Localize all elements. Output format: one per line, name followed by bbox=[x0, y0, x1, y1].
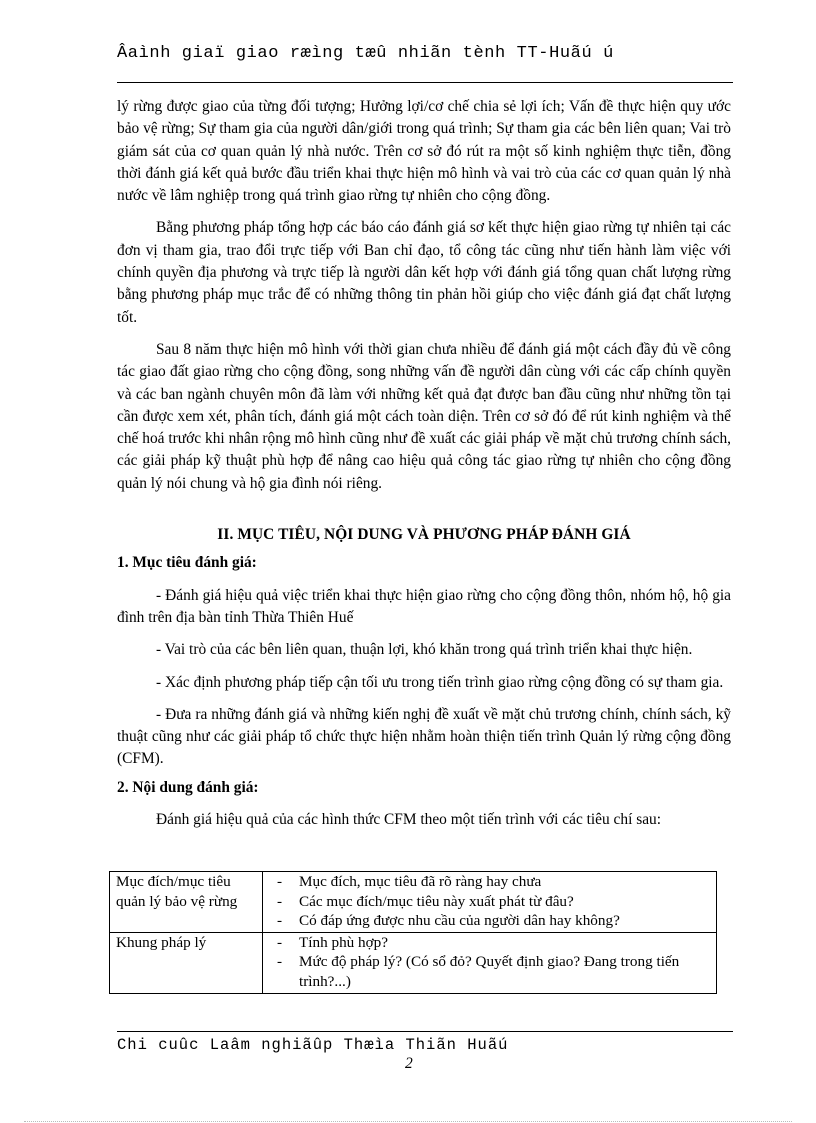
footer-rule bbox=[117, 1031, 733, 1032]
objective-item: - Đánh giá hiệu quả việc triển khai thực hiện giao rừng cho cộng đồng thôn, nhóm hộ, hộ gia đình trên địa bàn tỉnh Thừa Thiên Huế bbox=[117, 586, 731, 626]
criteria-table bbox=[109, 871, 717, 994]
paragraph-intro-continued: lý rừng được giao của từng đối tượng; Hưởng lợi/cơ chế chia sẻ lợi ích; Vấn đề thực hiện quy ước bảo vệ rừng; Sự tham gia của người dân/giới trong quá trình; Sự tham gia các bên liên quan; Vai trò giám sát của cơ quan quản lý nhà nước. Trên cơ sở đó rút ra một số kinh nghiệm thực tiễn, đồng thời đánh giá kết quả bước đầu triển khai thực hiện mô hình và vai trò của các cơ quan quản lý nhà nước về lâm nghiệp trong quá trình giao rừng tự nhiên cho cộng đồng. bbox=[117, 98, 731, 205]
paragraph-after-8-years: Sau 8 năm thực hiện mô hình với thời gian chưa nhiều để đánh giá một cách đầy đủ về công tác giao đất giao rừng cho cộng đồng, song những vấn đề người dân cùng với các cấp chính quyền và các ban ngành chuyên môn đã làm với những kết quả đạt được ban đầu cũng như những tồn tại cần được xem xét, phân tích, đánh giá một cách toàn diện. Trên cơ sở đó để rút kinh nghiệm và thể chế hoá trước khi nhân rộng mô hình cũng như đề xuất các giải pháp về mặt chủ trương chính sách, các giải pháp kỹ thuật phù hợp để nâng cao hiệu quả công tác giao rừng tự nhiên cho cộng đồng quản lý nói chung và hộ gia đình nói riêng. bbox=[117, 340, 731, 492]
table-cell-items bbox=[263, 932, 717, 993]
objective-item: - Xác định phương pháp tiếp cận tối ưu trong tiến trình giao rừng cộng đồng có sự tham gia. bbox=[156, 673, 724, 691]
document-body bbox=[117, 96, 731, 831]
subheading-objectives: 1. Mục tiêu đánh giá: bbox=[117, 554, 257, 572]
objective-item: - Đưa ra những đánh giá và những kiến nghị đề xuất về mặt chủ trương chính, chính sách, kỹ thuật cũng như các giải pháp tổ chức thực hiện nhằm hoàn thiện tiến trình Quản lý rừng cộng đồng (CFM). bbox=[117, 705, 731, 768]
section-title: II. MỤC TIÊU, NỘI DUNG VÀ PHƯƠNG PHÁP ĐÁNH GIÁ bbox=[217, 526, 631, 544]
table-row bbox=[110, 872, 717, 933]
subheading-content: 2. Nội dung đánh giá: bbox=[117, 778, 259, 796]
table-cell-label: Khung pháp lý bbox=[110, 932, 263, 993]
header-rule bbox=[117, 82, 733, 83]
page-break-line bbox=[24, 1121, 792, 1122]
table-cell-label: Mục đích/mục tiêu quản lý bảo vệ rừng bbox=[110, 872, 263, 933]
page-number: 2 bbox=[405, 1055, 413, 1072]
paragraph-criteria-intro: Đánh giá hiệu quả của các hình thức CFM theo một tiến trình với các tiêu chí sau: bbox=[156, 811, 661, 829]
page-footer: Chi cuûc Laâm nghiãûp Thæìa Thiãn Huãú bbox=[117, 1036, 509, 1054]
objective-item: - Vai trò của các bên liên quan, thuận lợi, khó khăn trong quá trình triển khai thực hiện. bbox=[156, 641, 693, 659]
table-row bbox=[110, 932, 717, 993]
list-item: - Có đáp ứng được nhu cầu của người dân hay không? bbox=[269, 911, 710, 931]
table-cell-items bbox=[263, 872, 717, 933]
list-item: - Các mục đích/mục tiêu này xuất phát từ đâu? bbox=[269, 892, 710, 912]
list-item: - Mức độ pháp lý? (Có sổ đỏ? Quyết định giao? Đang trong tiến trình?...) bbox=[269, 952, 710, 991]
page-header: Âaình giaï giao ræìng tæû nhiãn tènh TT-Huãú ú bbox=[117, 44, 614, 63]
paragraph-method: Bằng phương pháp tổng hợp các báo cáo đánh giá sơ kết thực hiện giao rừng tự nhiên tại các đơn vị tham gia, trao đổi trực tiếp với Ban chỉ đạo, tổ công tác cũng như tiến hành làm việc với chính quyền địa phương và trực tiếp là người dân kết hợp với đánh giá tổng quan chất lượng rừng bằng phương pháp mục trắc để có những thông tin phản hồi giúp cho việc đánh giá đạt chất lượng tốt. bbox=[117, 219, 731, 326]
list-item: - Mục đích, mục tiêu đã rõ ràng hay chưa bbox=[269, 872, 710, 892]
list-item: - Tính phù hợp? bbox=[269, 933, 710, 953]
